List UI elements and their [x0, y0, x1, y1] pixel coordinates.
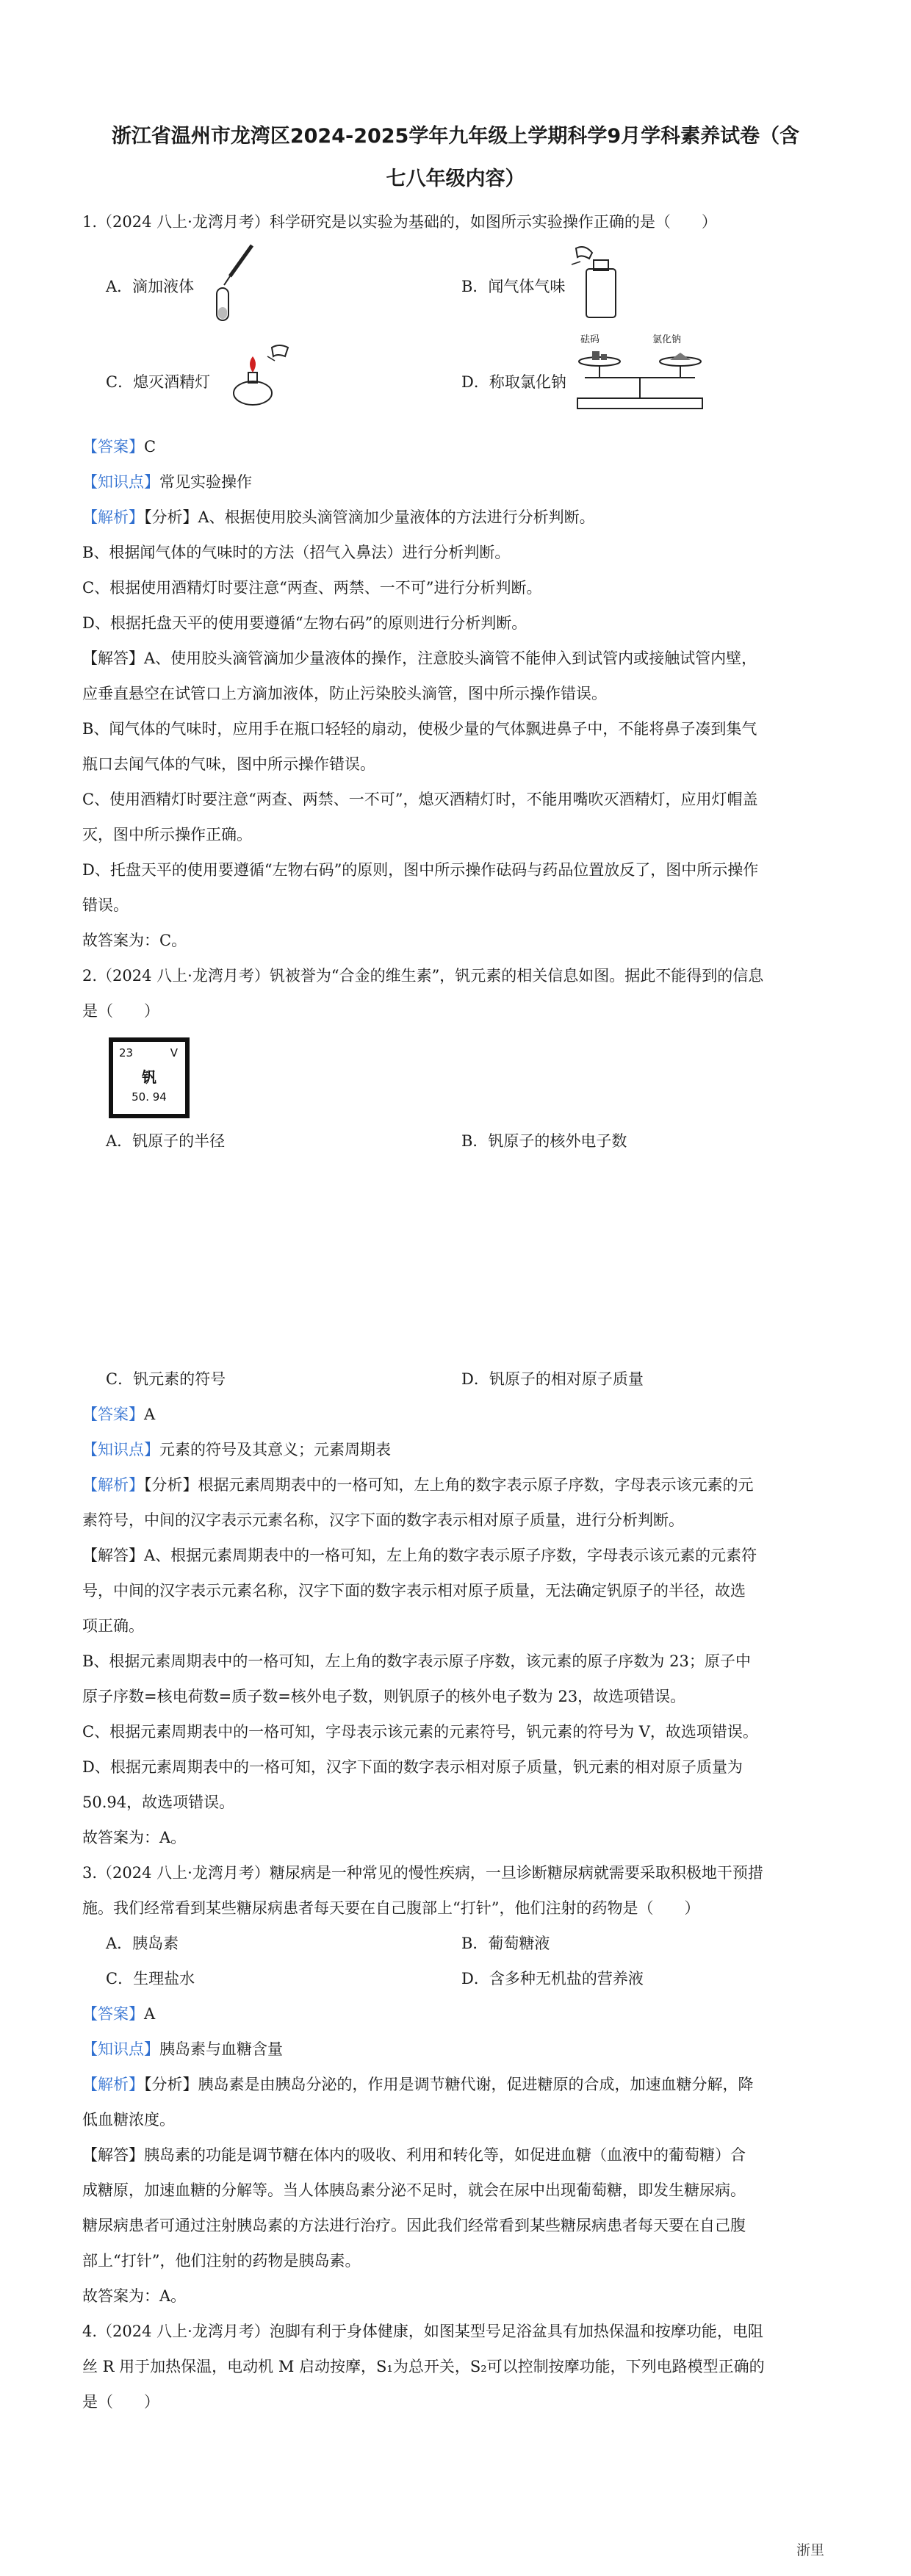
q1-option-b: B．闻气体气味: [461, 278, 566, 295]
q1-analysis-line: 故答案为：C。: [82, 932, 187, 949]
answer-label: 【答案】: [82, 438, 144, 456]
q2-analysis-line: 素符号，中间的汉字表示元素名称，汉字下面的数字表示相对原子质量，进行分析判断。: [82, 1511, 684, 1529]
q1-option-d: D．称取氯化钠: [461, 373, 566, 391]
q3-knowledge: 【知识点】胰岛素与血糖含量: [82, 2040, 283, 2058]
q3-analysis-line: 故答案为：A。: [82, 2287, 187, 2305]
q2-analysis-line: 50.94，故选项错误。: [82, 1794, 235, 1811]
analysis-label: 【解析】: [82, 508, 144, 526]
q3-option-c: C．生理盐水: [106, 1970, 195, 1987]
q2-analysis-line: 号，中间的汉字表示元素名称，汉字下面的数字表示相对原子质量，无法确定钒原子的半径，故选: [82, 1582, 746, 1600]
q1-analysis-line: 【解析】【分析】A、根据使用胶头滴管滴加少量液体的方法进行分析判断。: [82, 508, 595, 526]
q2-option-b: B．钒原子的核外电子数: [461, 1132, 627, 1150]
q2-analysis-line: 故答案为：A。: [82, 1829, 187, 1846]
q3-analysis-line: 【解析】【分析】胰岛素是由胰岛分泌的，作用是调节糖代谢，促进糖原的合成，加速血糖分解，降: [82, 2076, 754, 2093]
q2-option-a: A．钒原子的半径: [106, 1132, 226, 1150]
element-symbol: V: [170, 1046, 178, 1059]
q2-analysis-line: 项正确。: [82, 1617, 144, 1635]
q3-option-b: B．葡萄糖液: [461, 1935, 550, 1952]
q1-analysis-line: C、使用酒精灯时要注意“两查、两禁、一不可”，熄灭酒精灯时，不能用嘴吹灭酒精灯，应用灯帽盖: [82, 791, 758, 808]
q2-answer: 【答案】A: [82, 1406, 156, 1423]
answer-value: C: [144, 438, 156, 456]
q1-analysis-line: B、根据闻气体的气味时的方法（招气入鼻法）进行分析判断。: [82, 544, 511, 561]
knowledge-label: 【知识点】: [82, 473, 159, 491]
q1-analysis-line: 错误。: [82, 896, 129, 914]
q3-option-a: A．胰岛素: [106, 1935, 179, 1952]
q3-analysis-line: 低血糖浓度。: [82, 2111, 175, 2129]
q1-analysis-line: B、闻气体的气味时，应用手在瓶口轻轻的扇动，使极少量的气体飘进鼻子中，不能将鼻子凑到集气: [82, 720, 757, 738]
question-4-stem: 丝 R 用于加热保温，电动机 M 启动按摩，S₁为总开关，S₂可以控制按摩功能，下列电路模型正确的: [82, 2358, 765, 2375]
question-2-stem: 2.（2024 八上·龙湾月考）钒被誉为“合金的维生素”，钒元素的相关信息如图。据此不能得到的信息: [82, 967, 764, 985]
q1-analysis-line: D、托盘天平的使用要遵循“左物右码”的原则，图中所示操作砝码与药品位置放反了，图中所示操作: [82, 861, 759, 879]
question-3-stem: 施。我们经常看到某些糖尿病患者每天要在自己腹部上“打针”，他们注射的药物是（ ）: [82, 1899, 700, 1917]
document-title-line-2: 七八年级内容）: [386, 168, 525, 190]
balance-label-sodium-chloride: 氯化钠: [652, 334, 682, 345]
q2-option-c: C．钒元素的符号: [106, 1370, 226, 1388]
element-atomic-mass: 50. 94: [132, 1090, 167, 1104]
q2-analysis-line: 【解析】【分析】根据元素周期表中的一格可知，左上角的数字表示原子序数，字母表示该元素的元: [82, 1476, 754, 1494]
page-footer-mark: 浙里: [796, 2542, 824, 2558]
alcohol-lamp-figure: [220, 334, 291, 408]
question-4-stem: 4.（2024 八上·龙湾月考）泡脚有利于身体健康，如图某型号足浴盆具有加热保温和按摩功能，电阻: [82, 2323, 763, 2340]
q1-knowledge: [82, 471, 832, 493]
q2-option-d: D．钒原子的相对原子质量: [461, 1370, 644, 1388]
balance-scale-figure: [570, 332, 717, 413]
question-1-stem: 1.（2024 八上·龙湾月考）科学研究是以实验为基础的，如图所示实验操作正确的是（ ）: [82, 213, 717, 231]
q1-option-a: A．滴加液体: [106, 278, 195, 295]
q1-analysis-line: 应垂直悬空在试管口上方滴加液体，防止污染胶头滴管，图中所示操作错误。: [82, 685, 607, 702]
element-name: 钒: [142, 1068, 156, 1086]
q1-analysis-line: 【解答】A、使用胶头滴管滴加少量液体的操作，注意胶头滴管不能伸入到试管内或接触试管内壁，: [82, 650, 757, 667]
element-atomic-number: 23: [119, 1046, 134, 1059]
q2-analysis-line: 原子序数=核电荷数=质子数=核外电子数，则钒原子的核外电子数为 23，故选项错误。: [82, 1688, 686, 1705]
q3-answer: 【答案】A: [82, 2005, 156, 2023]
document-title-line-1: 浙江省温州市龙湾区2024-2025学年九年级上学期科学9月学科素养试卷（含: [111, 125, 800, 148]
q3-option-d: D．含多种无机盐的营养液: [461, 1970, 644, 1987]
question-3-stem: 3.（2024 八上·龙湾月考）糖尿病是一种常见的慢性疾病，一旦诊断糖尿病就需要采取积极地干预措: [82, 1864, 763, 1882]
q2-analysis-line: D、根据元素周期表中的一格可知，汉字下面的数字表示相对原子质量，钒元素的相对原子质量为: [82, 1758, 743, 1776]
q1-option-c: C．熄灭酒精灯: [106, 373, 211, 391]
q3-analysis-line: 【解答】胰岛素的功能是调节糖在体内的吸收、利用和转化等，如促进血糖（血液中的葡萄糖）合: [82, 2146, 746, 2164]
balance-label-weights: 砝码: [580, 334, 600, 345]
q3-analysis-line: 成糖原，加速血糖的分解等。当人体胰岛素分泌不足时，就会在尿中出现葡萄糖，即发生糖尿病。: [82, 2181, 746, 2199]
question-2-stem: 是（ ）: [82, 1002, 159, 1020]
q1-answer: [82, 436, 832, 458]
q2-analysis-line: C、根据元素周期表中的一格可知，字母表示该元素的元素符号，钒元素的符号为 V，故选项错误。: [82, 1723, 758, 1741]
q2-knowledge: 【知识点】元素的符号及其意义；元素周期表: [82, 1441, 391, 1458]
knowledge-value: 常见实验操作: [159, 473, 252, 491]
q1-analysis-line: 瓶口去闻气体的气味，图中所示操作错误。: [82, 755, 375, 773]
q1-analysis-line: 灭，图中所示操作正确。: [82, 826, 252, 843]
q3-analysis-line: 部上“打针”，他们注射的药物是胰岛素。: [82, 2252, 361, 2270]
q1-analysis-line: C、根据使用酒精灯时要注意“两查、两禁、一不可”进行分析判断。: [82, 579, 542, 597]
q2-analysis-line: B、根据元素周期表中的一格可知，左上角的数字表示原子序数，该元素的原子序数为 23；原子中: [82, 1652, 751, 1670]
smelling-gas-bottle-figure: [570, 242, 629, 323]
q3-analysis-line: 糖尿病患者可通过注射胰岛素的方法进行治疗。因此我们经常看到某些糖尿病患者每天要在自己腹: [82, 2217, 746, 2234]
element-tile-vanadium: [109, 1037, 190, 1118]
question-4-stem: 是（ ）: [82, 2393, 159, 2411]
q1-analysis-line: D、根据托盘天平的使用要遵循“左物右码”的原则进行分析判断。: [82, 614, 527, 632]
dropper-test-tube-figure: [202, 242, 261, 323]
q2-analysis-line: 【解答】A、根据元素周期表中的一格可知，左上角的数字表示原子序数，字母表示该元素的元素符: [82, 1547, 757, 1564]
